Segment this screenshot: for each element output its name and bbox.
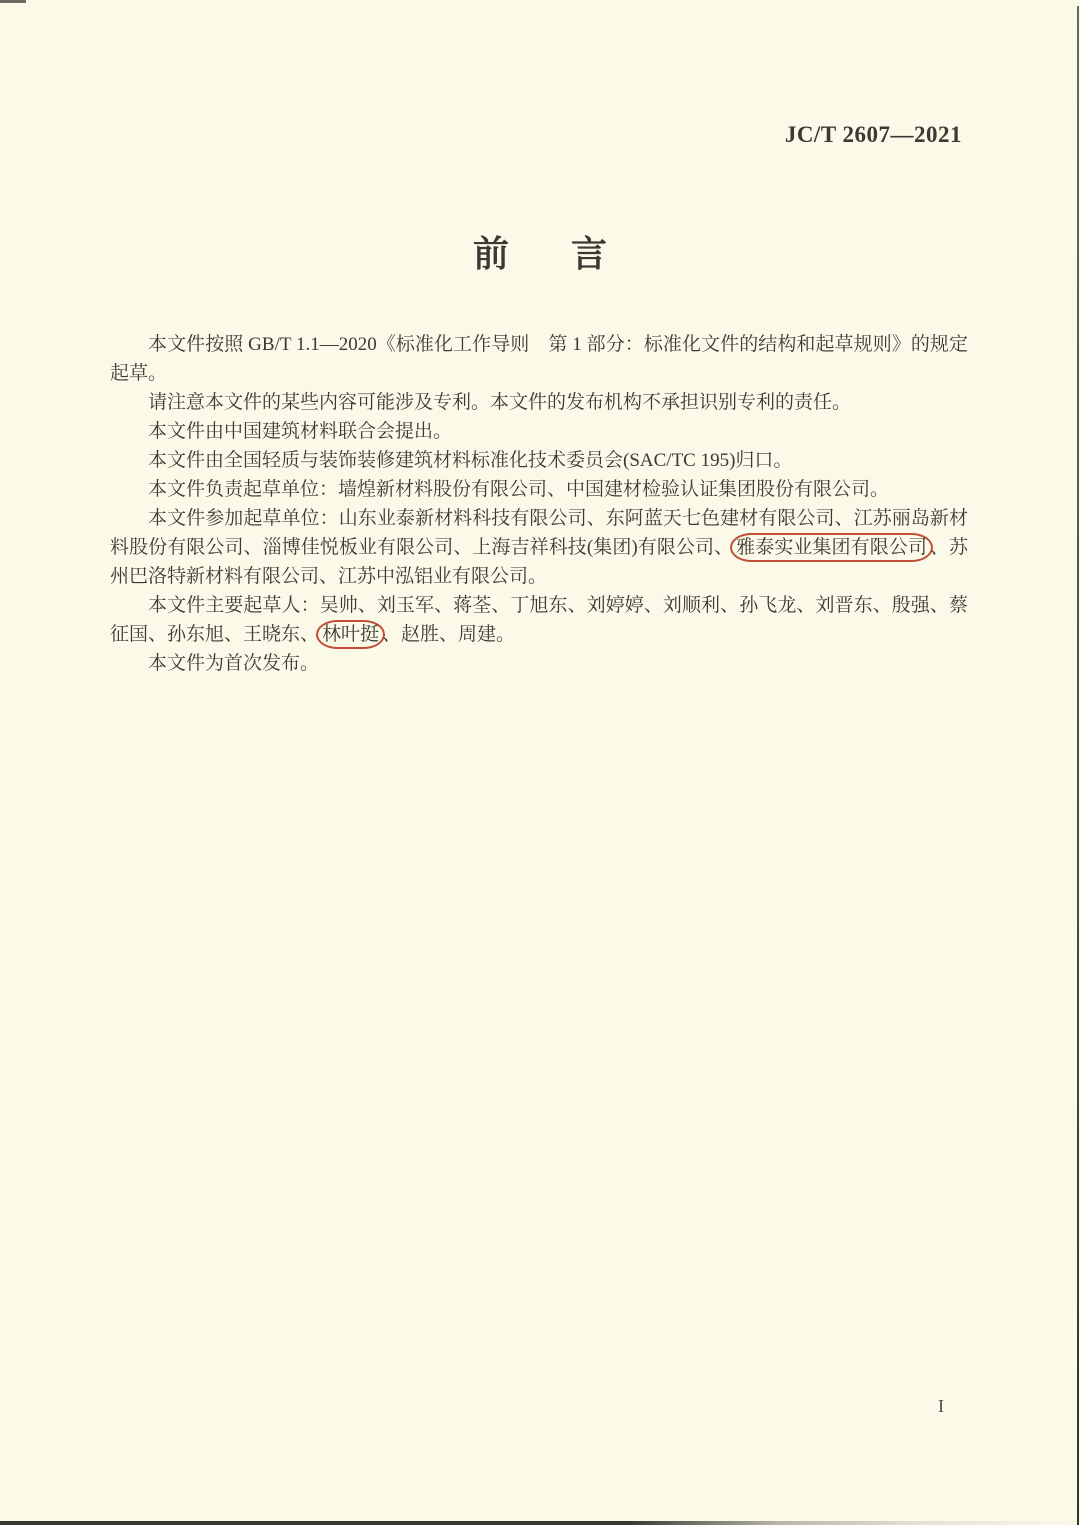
- paragraph-first-issue: 本文件为首次发布。: [148, 653, 320, 674]
- red-circle-annotation-person: 林叶挺: [316, 620, 385, 649]
- standard-number: JC/T 2607—2021: [784, 122, 962, 147]
- paragraph-responsible-units: 本文件负责起草单位：墙煌新材料股份有限公司、中国建材检验认证集团股份有限公司。: [148, 479, 890, 500]
- paragraph-patent-notice: 请注意本文件的某些内容可能涉及专利。本文件的发布机构不承担识别专利的责任。: [148, 392, 852, 413]
- paragraph-drafting-rules: 本文件按照 GB/T 1.1—2020《标准化工作导则 第 1 部分：标准化文件的结构和起草规则》的规定起草。: [110, 334, 968, 384]
- page-number: I: [938, 1396, 944, 1416]
- paragraph-centralized-by: 本文件由全国轻质与装饰装修建筑材料标准化技术委员会(SAC/TC 195)归口。: [148, 450, 793, 471]
- scan-artifact-bottom-edge: [0, 1521, 1080, 1525]
- main-drafters-text-before: 本文件主要起草人：吴帅、刘玉军、蒋荃、丁旭东、刘婷婷、刘顺利、孙飞龙、刘晋东、殷强、蔡征国、孙东旭、王晓东、: [110, 595, 968, 645]
- red-circle-annotation-company: 雅泰实业集团有限公司: [730, 533, 933, 562]
- foreword-title: 前言: [472, 234, 669, 274]
- paragraph-main-drafters: [110, 591, 968, 649]
- paragraph-participating-units: [110, 504, 968, 591]
- foreword-body: [110, 330, 968, 678]
- scan-artifact-top-left: [0, 0, 26, 3]
- paragraph-proposed-by: 本文件由中国建筑材料联合会提出。: [148, 421, 453, 442]
- participating-units-text-before: 本文件参加起草单位：山东业泰新材料科技有限公司、东阿蓝天七色建材有限公司、江苏丽岛新材料股份有限公司、淄博佳悦板业有限公司、上海吉祥科技(集团)有限公司、: [110, 508, 968, 558]
- participating-units-text-after: 、苏州巴洛特新材料有限公司、江苏中泓铝业有限公司。: [110, 537, 968, 587]
- main-drafters-text-after: 、赵胜、周建。: [382, 624, 516, 645]
